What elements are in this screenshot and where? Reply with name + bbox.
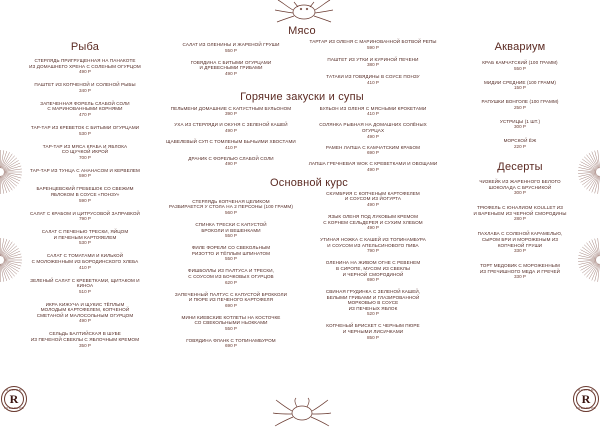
menu-item-price: 550 Р [224,47,237,53]
menu-item-name: ИКРА КИЖУЧА И ЩУКИС ТЁПЛЫМ МОЛОДЫМ КАРТОФЕЛЕМ, КОПЧЕНОЙ СМЕТАНОЙ И МАЛОСОЛЬНЫМ ОГУРЦОМ [36,301,134,318]
menu-item-name: ГОВЯДИНА ФЛАНК С ТОПИНАМБУРОМ [186,337,276,343]
menu-item-price: 530 Р [78,240,91,246]
menu-item [166,222,296,239]
menu-item [308,122,438,139]
logo-ring-bottom-text: ГОВОРКОВ [3,406,25,410]
menu-item [166,292,296,309]
aquarium-list [458,60,582,150]
menu-item [308,191,438,208]
menu-item [26,125,144,137]
menu-item-price: 790 Р [78,216,91,222]
meat-column [166,0,438,349]
meat-right-list [308,39,438,86]
menu-item-name: ЗАПЕЧЕННЫЙ ПАЛТУС С КАПУСТОЙ БРОККОЛИ И ПЮРЕ ИЗ ПЕЧЕНОГО КАРТОФЕЛЯ [174,291,288,303]
menu-item [26,168,144,180]
menu-item-price: 550 Р [224,233,237,239]
menu-item [166,139,296,151]
menu-item [308,57,438,69]
menu-item-name: ТАТАКИ ИЗ ГОВЯДИНЫ В СОУСЕ ПОНЗУ [326,74,420,80]
menu-item [308,237,438,254]
meat-title: Мясо [288,25,316,37]
menu-item [166,268,296,285]
menu-item-price: 380 Р [366,62,379,68]
menu-item-price: 390 Р [224,111,237,117]
menu-item-price: 790 Р [366,248,379,254]
menu-item-price: 490 Р [366,166,379,172]
fish-title: Рыба [70,41,100,53]
menu-item [308,74,438,86]
menu-item [308,214,438,231]
menu-item-price: 490 Р [78,69,91,75]
menu-item-name: РАМЕН ЛАПША С КАМЧАТСКИМ КРАБОМ [325,144,421,150]
menu-item-name: СТЕРЛЯДЬ ПРИГРУЩЕННАЯ НА ПАНАКОТЕ ИЗ ДОМАШНЕГО ХРЕНА С СОЛЕНЫМ ОГУРЦОМ [29,58,141,69]
menu-item [166,60,296,77]
menu-item [166,42,296,54]
menu-item-price: 490 Р [366,201,379,207]
menu-item-name: ЗЕЛЕНЫЙ САЛАТ С КРЕВЕТКАМИ, ЩИТАКОМ И КИНОА [30,277,140,289]
menu-item-name: ТАР-ТАР ИЗ КРЕВЕТОК С БИТЫМИ ОГУРЦАМИ [30,124,140,130]
menu-item [458,60,582,72]
menu-item [308,323,438,340]
logo-letter: R [4,389,24,409]
menu-item-name: УТИНАЯ НОЖКА С КАШЕЙ ИЗ ТОПИНАМБУРА И СОУСОМ ИЗ АПЕЛЬСИНОВОГО ПИВА [320,237,426,248]
menu-item-price: 330 Р [513,274,526,280]
menu-item [26,101,144,118]
menu-item [458,231,582,254]
menu-item [458,99,582,111]
aquarium-title: Аквариум [494,41,546,53]
menu-item-name: ГОВЯДИНА С БИТЫМИ ОГУРЦАМИ И ДРЕВЕСНЫМИ ГРИБАМИ [190,59,272,71]
menu-item [458,179,582,196]
menu-item-name: САЛАТ С КРАБОМ И ЦИТРУСОВОЙ ЗАПРАВКОЙ [30,210,140,216]
menu-item-price: 590 Р [78,197,91,203]
menu-item [458,80,582,92]
hot-right-list [308,106,438,173]
menu-item-price: 690 Р [224,343,237,349]
desserts-title: Десерты [497,160,543,173]
menu-item-name: УХА ИЗ СТЕРЛЯДИ И ОКУНЯ С ЗЕЛЕНОЙ КАШЕЙ [174,122,288,128]
menu-item-name: ФИЛЕ ФОРЕЛИ СО СВЕКОЛЬНЫМ РИЗОТТО И ТЁПЛЫМ ШПИНАТОМ [191,245,271,256]
menu-item-name: ПЕЛЬМЕНИ ДОМАШНИЕ С КАПУСТНЫМ БУЛЬОНОМ [170,105,292,111]
menu-item-name: СВИНАЯ ГРУДИНКА С ЗЕЛЕНОЙ КАШЕЙ, БЕЛЫМИ ГРИБАМИ И ГЛАЗИРОВАННОЙ МОРКОВЬЮ В СОУСЕ ИЗ ПЕЧЕНЫХ ЯБЛОК [325,289,421,311]
menu-item-name: ЧИЗКЕЙК ИЗ ЖАРЕННОГО БЕЛОГО ШОКОЛАДА С БРУСНИКОЙ [479,178,561,190]
menu-item-price: 490 Р [78,318,91,324]
logo-letter: R [576,389,596,409]
menu-item-price: 530 Р [78,130,91,136]
main-right-list [308,191,438,350]
menu-item [26,302,144,325]
menu-item-name: ТАРТАР ИЗ ОЛЕНЯ С МАРИНОВАННОЙ БОТВОЙ РЕПЫ [309,39,437,44]
menu-item-price: 470 Р [78,111,91,117]
menu-item-price: 490 Р [366,133,379,139]
crab-bottom-icon [270,397,334,427]
menu-item-name: ТОРТ МЕДОВИК С МОРОЖЕННЫМ ИЗ ГРЕЧИШНОГО МЕДА И ГРЕЧЕЙ [479,263,561,274]
menu-item-price: 690 Р [366,150,379,156]
menu-item-name: ТАР-ТАР ИЗ ТУНЦА С АНАНАСОМ И КЕРВЕЛЕМ [30,167,140,173]
menu-item [308,161,438,173]
menu-item-price: 620 Р [224,279,237,285]
menu-item [166,106,296,118]
menu-item-name: ПАШТЕТ ИЗ КОПЧЕНОЙ И СОЛЕНОЙ РЫБЫ [34,82,136,88]
menu-item-name: ПАШТЕТ ИЗ УТКИ И КУРИНОЙ ПЕЧЕНИ [327,56,419,62]
menu-item-name: ПАХЛАВА С СОЛЕНОЙ КАРАМЕЛЬЮ, СЫРОМ БРИ И МОРОЖЕНЫМ ИЗ КОПЧЕНОЙ ГРУШИ [477,231,563,248]
menu-item [166,338,296,350]
menu-item-price: 300 Р [513,124,526,130]
brand-logo-left [1,386,27,412]
menu-item-name: САЛАТ С ТОМАТАМИ И КИЛЬКОЙ С МОЛОЖЕННЫМ ИЗ БОРОДИНСКОГО ХЛЕБА [31,253,139,264]
menu-item [458,138,582,150]
menu-item-name: СПИНКА ТРЕСКИ С КАПУСТОЙ БРОКОЛИ И ВЕШЕНКАМИ [195,221,267,233]
menu-item-price: 410 Р [78,264,91,270]
menu-item-name: КРАБ КАМЧАТСКИЙ (100 ГРАММ) [482,60,558,65]
sunburst-right-bottom-icon [576,236,600,284]
hot-left-list [166,106,296,173]
menu-item-name: РАПУШКИ ВОНГОЛЕ (100 ГРАММ) [481,99,559,105]
menu-item-price: 410 Р [366,79,379,85]
menu-item [458,263,582,280]
menu-item [26,144,144,161]
menu-item-name: УСТРИЦЫ (1 ШТ.) [499,118,541,124]
sunburst-right-top-icon [576,148,600,196]
menu-item-name: ЛАПША ГРЕЧНЕВАЯ WOK С КРЕВЕТКАМИ И ОВОЩАМИ [308,161,438,167]
menu-item-price: 250 Р [513,104,526,110]
menu-item [308,260,438,283]
menu-item-price: 490 Р [224,127,237,133]
menu-item-price: 330 Р [513,248,526,254]
menu-item-name: МОРСКОЙ ЁЖ [503,138,537,144]
menu-item-price: 560 Р [224,209,237,215]
menu-item [308,39,438,51]
menu-item-name: ЩАВЕЛЕВЫЙ СУП С ТОМЛЕНЫМ БЫЧЬИМИ ХВОСТАМИ [166,138,296,144]
menu-item-price: 280 Р [513,216,526,222]
hot-title: Горячие закуски и супы [240,90,364,103]
menu-item-name: КОПЧЕНЫЙ БРИСКЕТ С ЧЕРНЫМ ПЮРЕ И ЧЕРНЫМИ ЛИСИЧКАМИ [326,323,420,335]
menu-item-price: 340 Р [78,87,91,93]
menu-item-name: ЗАПЕЧЕННАЯ ФОРЕЛЬ СЛАБОЙ СОЛИ С МАРИНОВАННЫМИ КОРНЯМИ [40,100,130,112]
menu-item-price: 220 Р [513,143,526,149]
menu-item-price: 490 Р [224,161,237,167]
sunburst-left-top-icon [0,148,24,196]
menu-item-name: СТЕРЛЯДЬ КОПЧЕНАЯ ЦЕЛИКОМ РАЗБИРАЕТСЯ У СТОЛА НА 2 ПЕРСОНЫ (100 ГРАММ) [169,198,293,210]
menu-item-price: 700 Р [78,154,91,160]
menu-item [166,245,296,262]
right-column [458,0,582,280]
menu-item-name: СКУМБРИЯ С КОПЧЕНЫМ КАРТОФЕЛЕМ И СОУСОМ ИЗ ЙОГУРТА [326,190,420,202]
crab-top-icon [272,0,336,24]
menu-item-name: САЛАТ ИЗ ОЛЕНИНЫ И ЖАРЕНОЙ ГРУШИ [182,42,280,47]
menu-item-price: 550 Р [224,256,237,262]
menu-item [26,186,144,203]
menu-item-name: ЯЗЫК ОЛЕНЯ ПОД ЛУКОВЫМ КРЕМОМ С КОРНЕМ СЕЛЬДЕРЕЯ И СУХИМ ХЛЕБОМ [323,213,423,225]
menu-item [26,229,144,246]
brand-logo-right [573,386,599,412]
menu-item [458,119,582,131]
menu-item [26,58,144,75]
menu-item-name: МИНИ КИЕВСКИЕ КОТЛЕТЫ НА КОСТОЧКЕ СО СВЕКОЛЬНЫМИ НЬОККАМИ [181,314,281,326]
menu-item [166,315,296,332]
menu-item-price: 590 Р [78,173,91,179]
logo-ring-top-text: RUSTEM [578,388,594,392]
menu-item-name: БУЛЬОН ИЗ ОЛЕНЯ С МЯСНЫМИ КРОКЕТАМИ [319,105,427,111]
menu-item-price: 410 Р [366,111,379,117]
menu-item-name: СЕЛЬДЬ БАЛТИЙСКАЯ В ШУБЕ ИЗ ПЕЧЕНОЙ СВЕКЛЫ С ЯБЛОЧНЫМ КРЕМОМ [30,331,140,343]
menu-item-price: 520 Р [366,311,379,317]
main-title: Основной курс [269,176,348,189]
fish-column [26,0,144,349]
menu-item-price: 690 Р [224,302,237,308]
menu-item-price: 850 Р [366,334,379,340]
menu-item-name: БАРЕНЦЕВСКИЙ ГРЕБЕШОК СО СВЕЖИМ ЯБЛОКОМ В СОУСЕ «ПОНЗУ» [36,186,134,197]
menu-item-price: 690 Р [366,277,379,283]
menu-item-price: 510 Р [78,288,91,294]
meat-left-list [166,42,296,86]
menu-item-price: 550 Р [513,65,526,71]
menu-item-name: СОЛЯНКА РЫБНАЯ НА ДОМАШНИХ СОЛЁНЫХ ОГУРЦАХ [319,122,427,133]
menu-item [166,122,296,134]
menu-item-price: 550 Р [224,325,237,331]
menu-item-price: 490 Р [224,70,237,76]
main-left-list [166,199,296,350]
menu-item [166,156,296,168]
menu-item-price: 350 Р [78,342,91,348]
menu-item-price: 490 Р [366,225,379,231]
menu-item [26,331,144,348]
menu-item [26,253,144,270]
menu-item-name: ТАР-ТАР ИЗ МЯСА КРАБА И ЯБЛОКА СО ЩУЧКОЙ ИКРОЙ [42,143,128,155]
desserts-list [458,179,582,280]
menu-item-name: ТРЮФЕЛЬ С ЮНАЛИОМ KOULLET ИЗ И ВАРЕНЬЕМ ИЗ ЧЕРНОЙ СМОРОДИНЫ [473,205,567,216]
menu-item-name: ДРАНИК С ФОРЕЛЬЮ СЛАБОЙ СОЛИ [188,155,274,161]
menu-item [166,199,296,216]
menu-item-price: 410 Р [224,144,237,150]
menu-item [458,205,582,222]
fish-list [26,58,144,349]
menu-item-name: САЛАТ С ПЕЧЕНЬЮ ТРЕСКИ, ЯЙЦОМ И ПЕЧЕНЫМ КАРТОФЕЛЕМ [41,229,129,240]
logo-ring-top-text: RUSTEM [6,388,22,392]
menu-item-price: 150 Р [513,85,526,91]
menu-item-price: 590 Р [366,44,379,50]
menu-item [308,106,438,118]
sunburst-left-bottom-icon [0,236,24,284]
menu-item [308,289,438,317]
menu-item [308,145,438,157]
menu-item [26,278,144,295]
menu-item-name: ФИШБОЛЛЫ ИЗ ПАЛТУСА И ТРЕСКИ, С СОУСОМ ИЗ БОЧКОВЫХ ОГУРЦОВ [188,268,274,279]
menu-item-name: ОЛЕНИНА НА ЖИВОМ ОГНЕ С РЕВЕНЕМ В СИРОПЕ, МУСОМ ИЗ СВЕКЛЫ И ЧЕРНОЙ СМОРОДИНОЙ [325,260,421,277]
menu-item [26,211,144,223]
menu-item-name: МИДИИ СРЕДНИЕ (100 ГРАММ) [483,79,557,85]
menu-item [26,82,144,94]
logo-ring-bottom-text: ГОВОРКОВ [575,406,597,410]
menu-item-price: 300 Р [513,190,526,196]
